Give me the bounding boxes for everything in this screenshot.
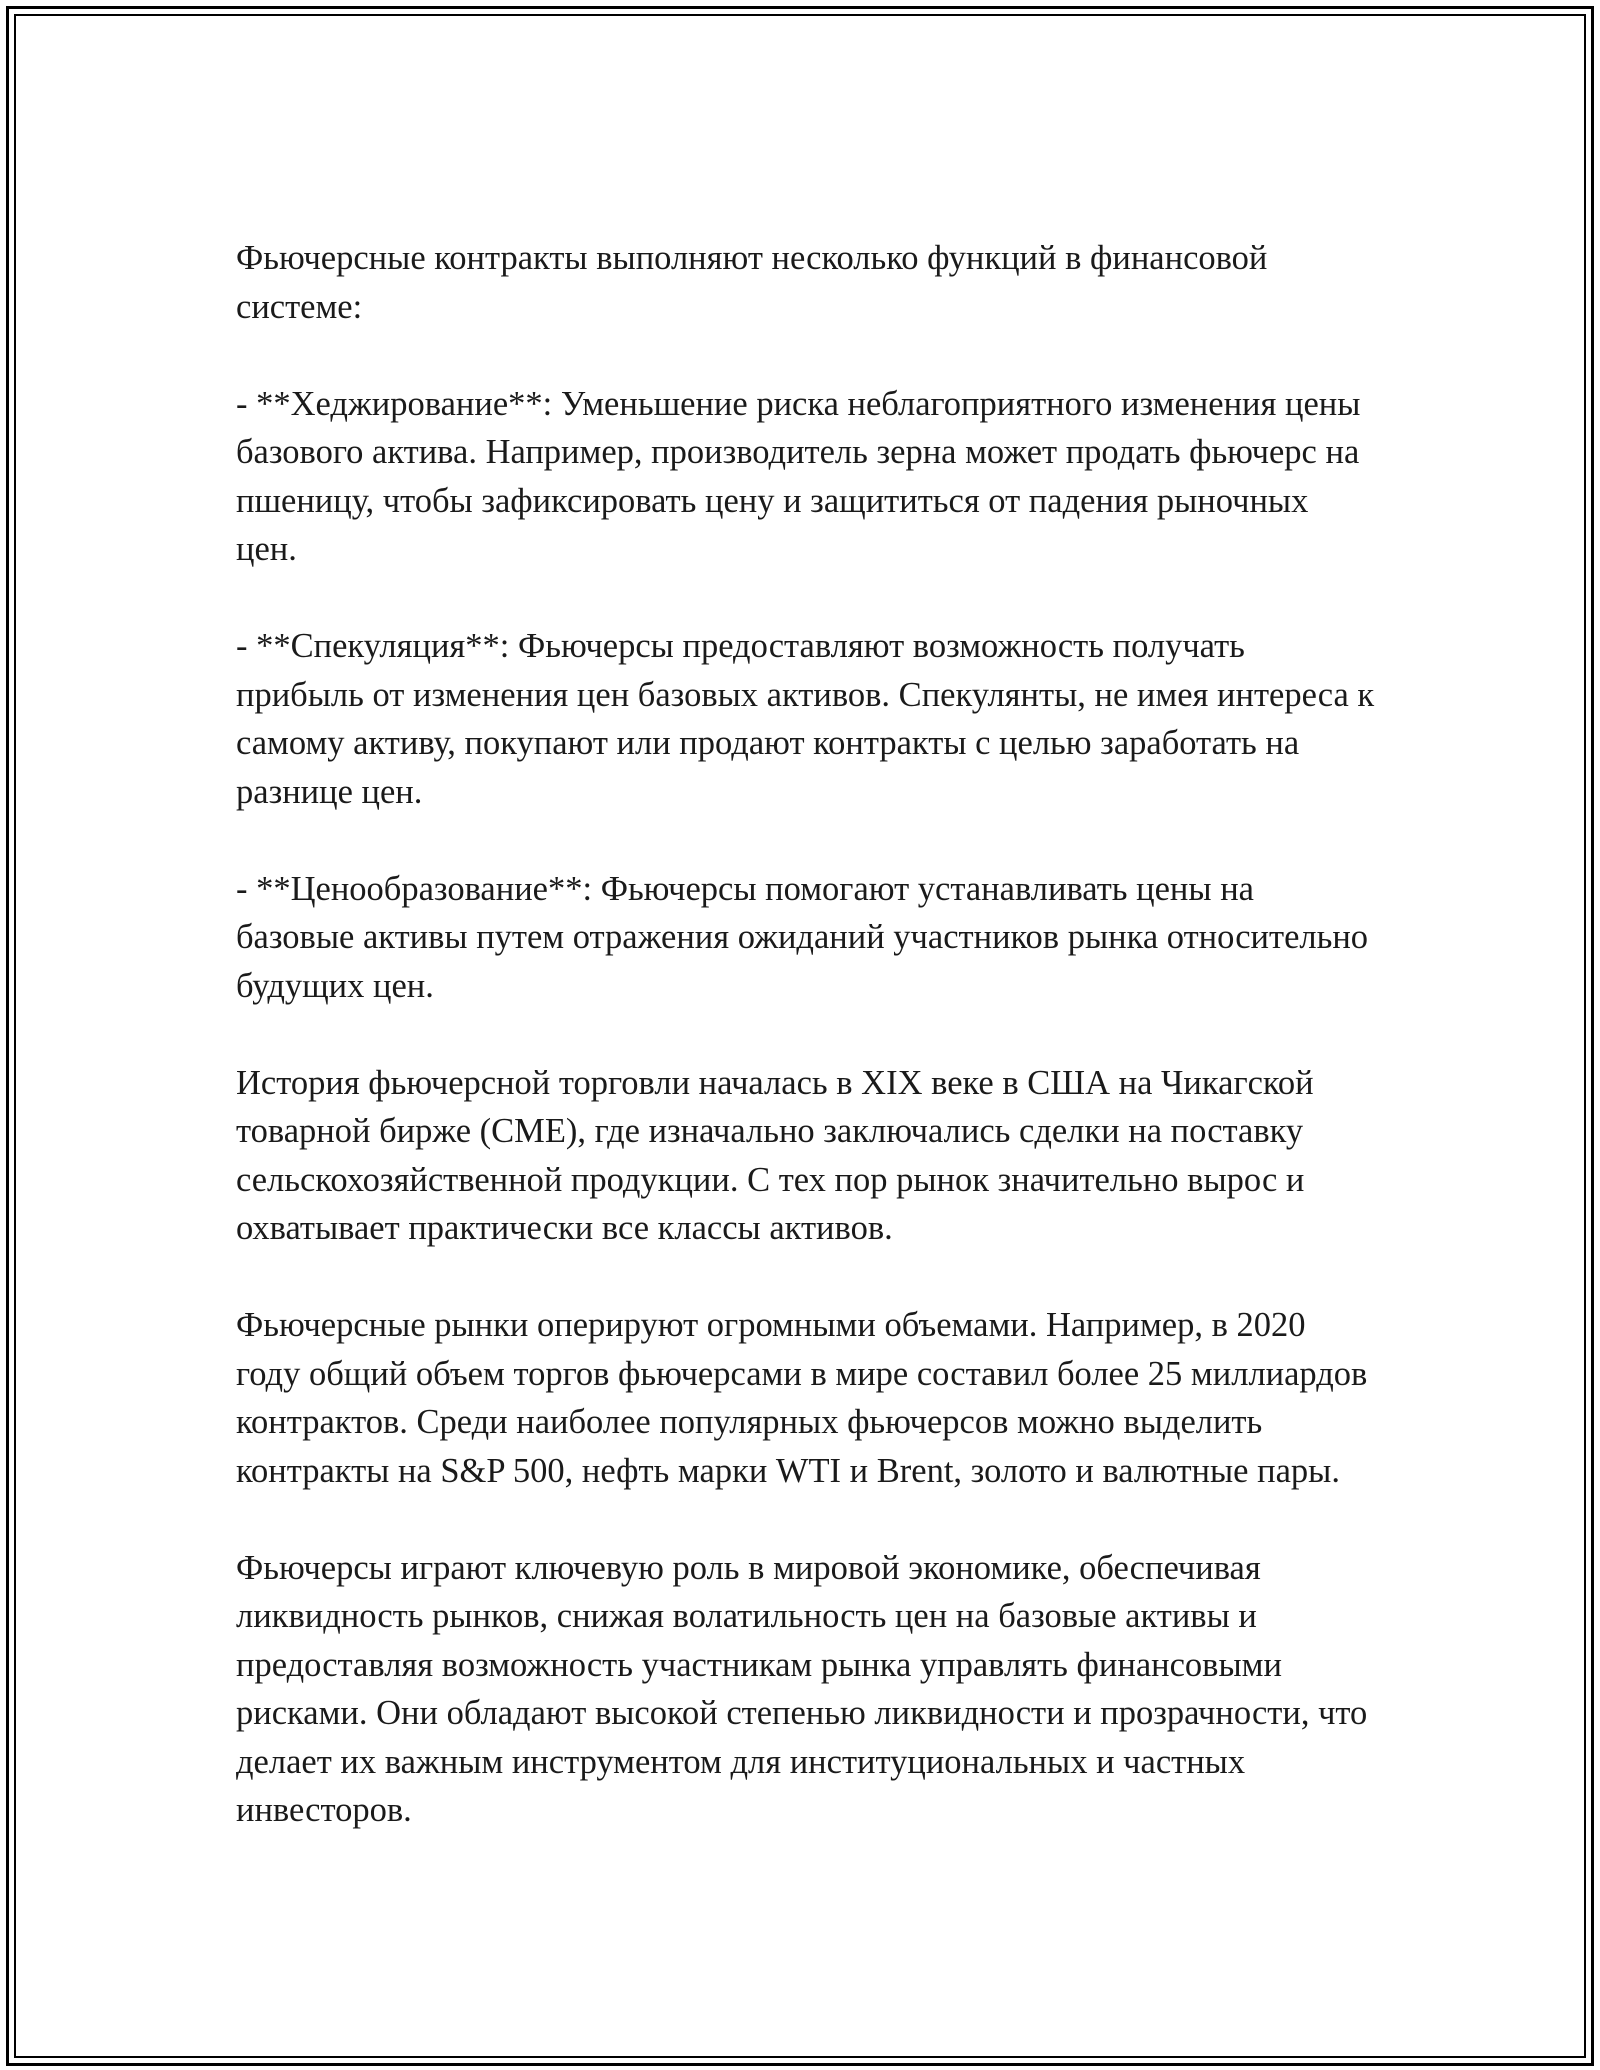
- paragraph-speculation: - **Спекуляция**: Фьючерсы предоставляют возможность получать прибыль от изменения цен базовых активов. Спекулянты, не имея интереса к самому активу, покупают или продают контракты с целью заработать на разнице цен.: [236, 627, 1375, 811]
- paragraph-hedging: - **Хеджирование**: Уменьшение риска неблагоприятного изменения цены базового актива. Например, производитель зерна может продать фьючерс на пшеницу, чтобы зафиксировать цену и защититься от падения рыночных цен.: [236, 384, 1361, 568]
- paragraph-conclusion: Фьючерсы играют ключевую роль в мировой экономике, обеспечивая ликвидность рынков, снижая волатильность цен на базовые активы и предоставляя возможность участникам рынка управлять финансовыми рисками. Они обладают высокой степенью ликвидности и прозрачности, что делает их важным инструментом для институциональных и частных инвесторов.: [236, 1548, 1368, 1829]
- paragraph-volumes: Фьючерсные рынки оперируют огромными объемами. Например, в 2020 году общий объем торгов фьючерсами в мире составил более 25 миллиардов контрактов. Среди наиболее популярных фьючерсов можно выделить контракты на S&P 500, нефть марки WTI и Brent, золото и валютные пары.: [236, 1306, 1368, 1490]
- paragraph-intro: Фьючерсные контракты выполняют несколько функций в финансовой системе:: [236, 239, 1268, 326]
- document-body: [236, 234, 1376, 1835]
- paragraph-pricing: - **Ценообразование**: Фьючерсы помогают устанавливать цены на базовые активы путем отражения ожиданий участников рынка относительно будущих цен.: [236, 869, 1369, 1005]
- paragraph-history: История фьючерсной торговли началась в XIX веке в США на Чикагской товарной бирже (CME), где изначально заключались сделки на поставку сельскохозяйственной продукции. С тех пор рынок значительно вырос и охватывает практически все классы активов.: [236, 1063, 1314, 1247]
